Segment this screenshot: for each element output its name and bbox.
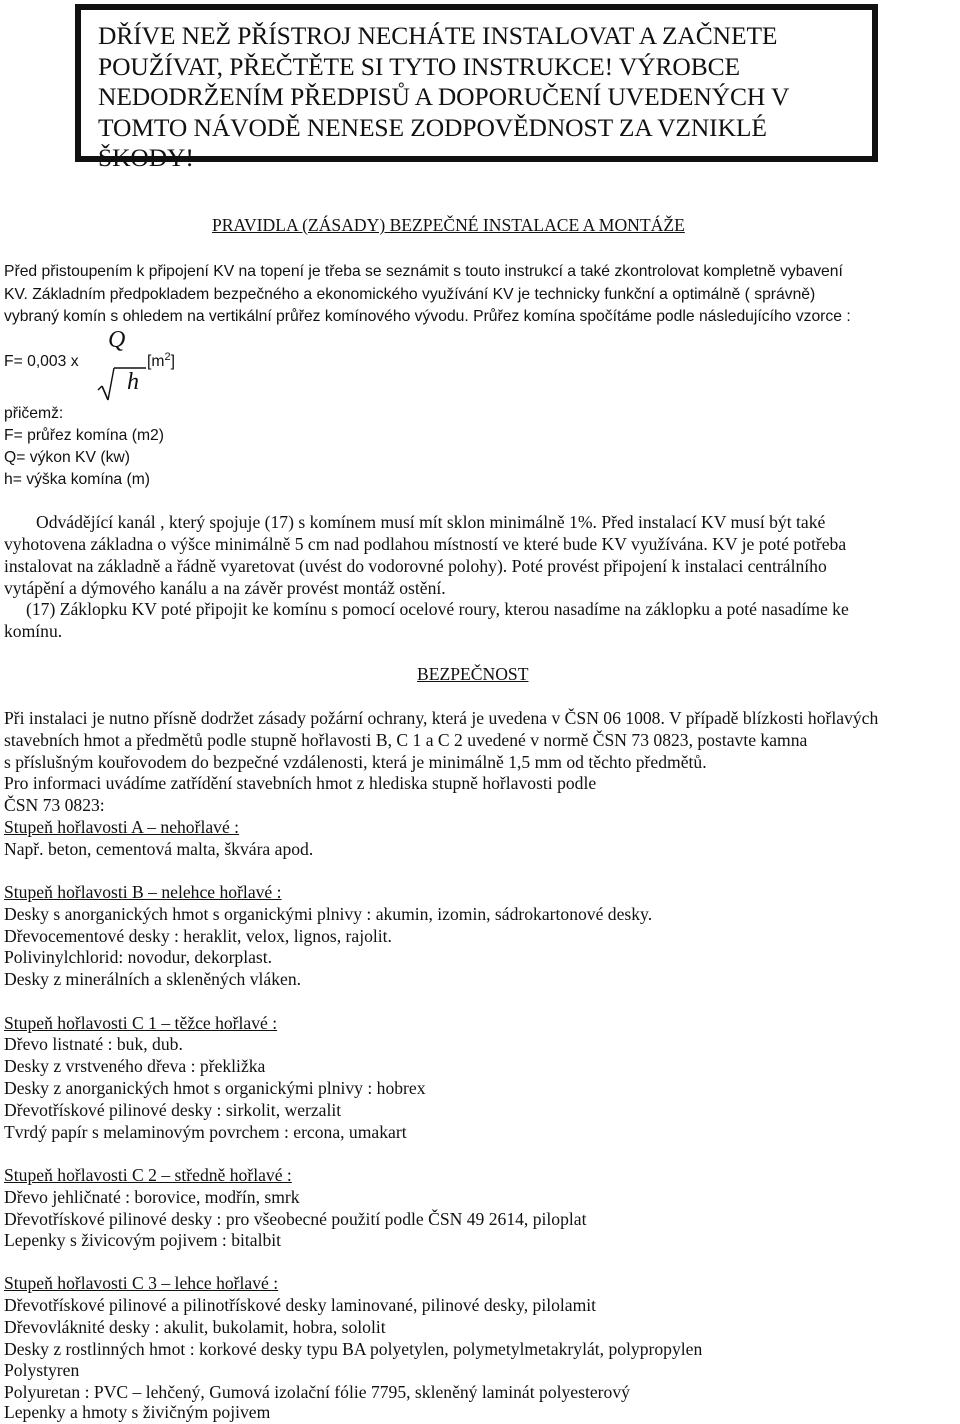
- category-title: Stupeň hořlavosti A – nehořlavé :: [4, 817, 240, 837]
- warning-text: DŘÍVE NEŽ PŘÍSTROJ NECHÁTE INSTALOVAT A ZAČNETE POUŽÍVAT, PŘEČTĚTE SI TYTO INSTRUKCE! VÝROBCE NEDODRŽENÍM PŘEDPISŮ A DOPORUČENÍ UVEDENÝCH V TOMTO NÁVODĚ NENESE ZODPOVĚDNOST ZA VZNIKLÉ ŠKODY!: [98, 21, 789, 172]
- paragraph-line: ČSN 73 0823:: [4, 795, 105, 815]
- paragraph-line: Pro informaci uvádíme zatřídění stavebních hmot z hlediska stupně hořlavosti podle: [4, 773, 597, 793]
- category-item: Desky z rostlinných hmot : korkové desky typu BA polyetylen, polymetylmetakrylát, polypropylen: [4, 1339, 703, 1359]
- paragraph-line: instalovat na základně a řádně vyaretovat (uvést do vodorovné polohy). Poté provést připojení k instalaci centrálního: [4, 556, 827, 576]
- category-item: Polystyren: [4, 1360, 80, 1380]
- legend-item: Q= výkon KV (kw): [4, 449, 130, 466]
- category-item: Desky z vrstveného dřeva : překližka: [4, 1056, 266, 1076]
- legend-item: F= průřez komína (m2): [4, 427, 164, 444]
- paragraph-line: Při instalaci je nutno přísně dodržet zásady požární ochrany, která je uvedena v ČSN 06 1008. V případě blízkosti hořlavých: [4, 708, 879, 728]
- formula-lhs: F= 0,003 x: [4, 353, 79, 370]
- category-item: Dřevo jehličnaté : borovice, modřín, smrk: [4, 1187, 300, 1207]
- category-title: Stupeň hořlavosti B – nelehce hořlavé :: [4, 882, 282, 902]
- section-title-installation: PRAVIDLA (ZÁSADY) BEZPEČNÉ INSTALACE A MONTÁŽE: [212, 215, 685, 235]
- warning-box: [75, 4, 878, 172]
- category-title: Stupeň hořlavosti C 1 – těžce hořlavé :: [4, 1013, 278, 1033]
- category-title: Stupeň hořlavosti C 2 – středně hořlavé :: [4, 1165, 292, 1185]
- category-item: Dřevocementové desky : heraklit, velox, lignos, rajolit.: [4, 926, 392, 946]
- paragraph-line: Před přistoupením k připojení KV na topení je třeba se seznámit s touto instrukcí a také zkontrolovat kompletně vybavení: [4, 263, 843, 280]
- square-root-symbol: [96, 360, 148, 402]
- paragraph-line: vyhotovena základna o výšce minimálně 5 cm nad podlahou místností ve které bude KV využívána. KV je poté potřeba: [4, 534, 847, 554]
- formula-numerator: Q: [108, 327, 126, 353]
- chimney-formula: [4, 327, 224, 402]
- category-item: Polyuretan : PVC – lehčený, Gumová izolační fólie 7795, skleněný laminát polyesterový: [4, 1382, 630, 1402]
- category-item: Desky z anorganických hmot s organickými plnivy : hobrex: [4, 1078, 426, 1098]
- category-item: Polivinylchlorid: novodur, dekorplast.: [4, 947, 273, 967]
- legend-item: h= výška komína (m): [4, 471, 151, 488]
- section-title-safety: BEZPEČNOST: [417, 664, 529, 684]
- paragraph-line: vytápění a dýmového kanálu a na závěr provést montáž ostění.: [4, 578, 446, 598]
- category-item: Desky z minerálních a skleněných vláken.: [4, 969, 302, 989]
- formula-unit: $[m^2]$: [147, 350, 175, 370]
- paragraph-line: Odvádějící kanál , který spojuje (17) s komínem musí mít sklon minimálně 1%. Před instalací KV musí být také: [36, 512, 826, 532]
- paragraph-line: stavebních hmot a předmětů podle stupně hořlavosti B, C 1 a C 2 uvedené v normě ČSN 73 0823, postavte kamna: [4, 730, 808, 750]
- category-item: Dřevotřískové pilinové desky : sirkolit, werzalit: [4, 1100, 342, 1120]
- category-item: Desky s anorganických hmot s organickými plnivy : akumin, izomin, sádrokartonové desky.: [4, 904, 653, 924]
- legend-intro: přičemž:: [4, 405, 64, 422]
- category-item: Např. beton, cementová malta, škvára apod.: [4, 839, 314, 859]
- category-title: Stupeň hořlavosti C 3 – lehce hořlavé :: [4, 1273, 279, 1293]
- category-item: Tvrdý papír s melaminovým povrchem : ercona, umakart: [4, 1122, 407, 1142]
- paragraph-line: KV. Základním předpokladem bezpečného a ekonomického využívání KV je technicky funkční a optimálně ( správně): [4, 286, 816, 303]
- category-item: Dřevo listnaté : buk, dub.: [4, 1034, 183, 1054]
- paragraph-line: vybraný komín s ohledem na vertikální průřez komínového vývodu. Průřez komína spočítáme podle následujícího vzorce :: [4, 308, 851, 325]
- paragraph-line: (17) Záklopku KV poté připojit ke komínu s pomocí ocelové roury, kterou nasadíme na záklopku a poté nasadíme ke: [26, 599, 849, 619]
- formula-denominator: h: [127, 369, 139, 395]
- category-item: Dřevotřískové pilinové desky : pro všeobecné použití podle ČSN 49 2614, piloplat: [4, 1209, 587, 1229]
- category-item: Dřevotřískové pilinové a pilinotřískové desky laminované, pilinové desky, pilolamit: [4, 1295, 597, 1315]
- category-item: Lepenky s živicovým pojivem : bitalbit: [4, 1230, 282, 1250]
- paragraph-line: s příslušným kouřovodem do bezpečné vzdálenosti, která je minimálně 1,5 mm od těchto předmětů.: [4, 752, 707, 772]
- category-item: Lepenky a hmoty s živičným pojivem: [4, 1402, 271, 1422]
- category-item: Dřevovláknité desky : akulit, bukolamit, hobra, sololit: [4, 1317, 386, 1337]
- paragraph-line: komínu.: [4, 621, 63, 641]
